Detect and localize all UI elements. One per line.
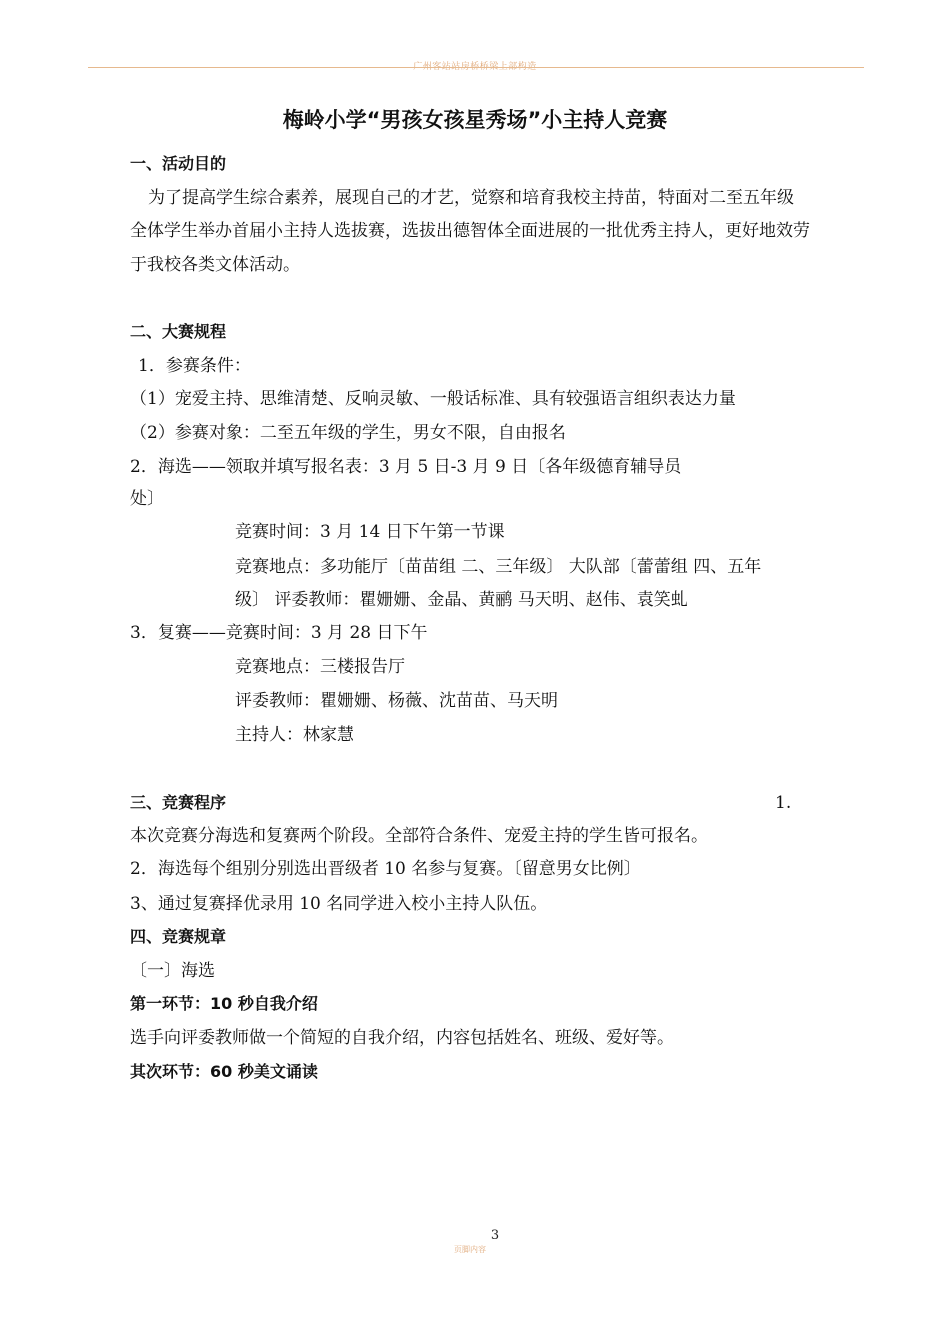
page-footer-text: 页脚内容 [454, 1245, 486, 1254]
indented-line: 竞赛地点：三楼报告厅 [235, 657, 405, 677]
indented-line: 评委教师：瞿姗姗、杨薇、沈苗苗、马天明 [235, 691, 558, 711]
indented-line: 竞赛时间：3 月 14 日下午第一节课 [235, 522, 505, 542]
document-title: 梅岭小学“男孩女孩星秀场”小主持人竞赛 [282, 108, 668, 132]
page-number: 3 [490, 1228, 500, 1243]
list-item: 处〕 [130, 489, 164, 509]
page-header-text: 广州客站站房桥桥梁上部构造 [413, 62, 537, 72]
list-item: 3．复赛——竞赛时间：3 月 28 日下午 [130, 623, 428, 643]
list-item: 3、通过复赛择优录用 10 名同学进入校小主持人队伍。 [130, 894, 548, 914]
header-divider [88, 67, 864, 68]
section-heading-procedure: 三、竞赛程序 [130, 793, 227, 812]
list-number: 1. [775, 793, 792, 813]
paragraph-line: 选手向评委教师做一个简短的自我介绍，内容包括姓名、班级、爱好等。 [130, 1028, 674, 1048]
indented-line: 主持人：林家慧 [235, 725, 354, 745]
section-heading-purpose: 一、活动目的 [130, 154, 227, 173]
indented-line: 级〕 评委教师：瞿姗姗、金晶、黄鹂 马天明、赵伟、袁笑虬 [235, 590, 688, 610]
list-item: 2．海选每个组别分别选出晋级者 10 名参与复赛。〔留意男女比例〕 [130, 859, 641, 879]
subheading: 〔一〕海选 [130, 961, 215, 981]
list-item: （1）宠爱主持、思维清楚、反响灵敏、一般话标准、具有较强语言组织表达力量 [130, 389, 736, 409]
list-item: 2．海选——领取并填写报名表：3 月 5 日-3 月 9 日〔各年级德育辅导员 [130, 457, 682, 477]
indented-line: 竞赛地点：多功能厅〔苗苗组 二、三年级〕 大队部〔蕾蕾组 四、五年 [235, 557, 762, 577]
paragraph-line: 于我校各类文体活动。 [130, 255, 300, 275]
round-title: 其次环节：60 秒美文诵读 [130, 1062, 318, 1081]
paragraph-line: 全体学生举办首届小主持人选拔赛，选拔出德智体全面进展的一批优秀主持人，更好地效劳 [130, 221, 810, 241]
round-title: 第一环节：10 秒自我介绍 [130, 994, 318, 1013]
section-heading-regulations: 四、竞赛规章 [130, 927, 227, 946]
paragraph-line: 为了提高学生综合素养，展现自己的才艺，觉察和培育我校主持苗，特面对二至五年级 [148, 188, 794, 208]
list-item: 1．参赛条件： [138, 356, 251, 376]
section-heading-rules: 二、大赛规程 [130, 322, 227, 341]
list-item: （2）参赛对象：二至五年级的学生，男女不限，自由报名 [130, 423, 566, 443]
paragraph-line: 本次竞赛分海选和复赛两个阶段。全部符合条件、宠爱主持的学生皆可报名。 [130, 826, 708, 846]
